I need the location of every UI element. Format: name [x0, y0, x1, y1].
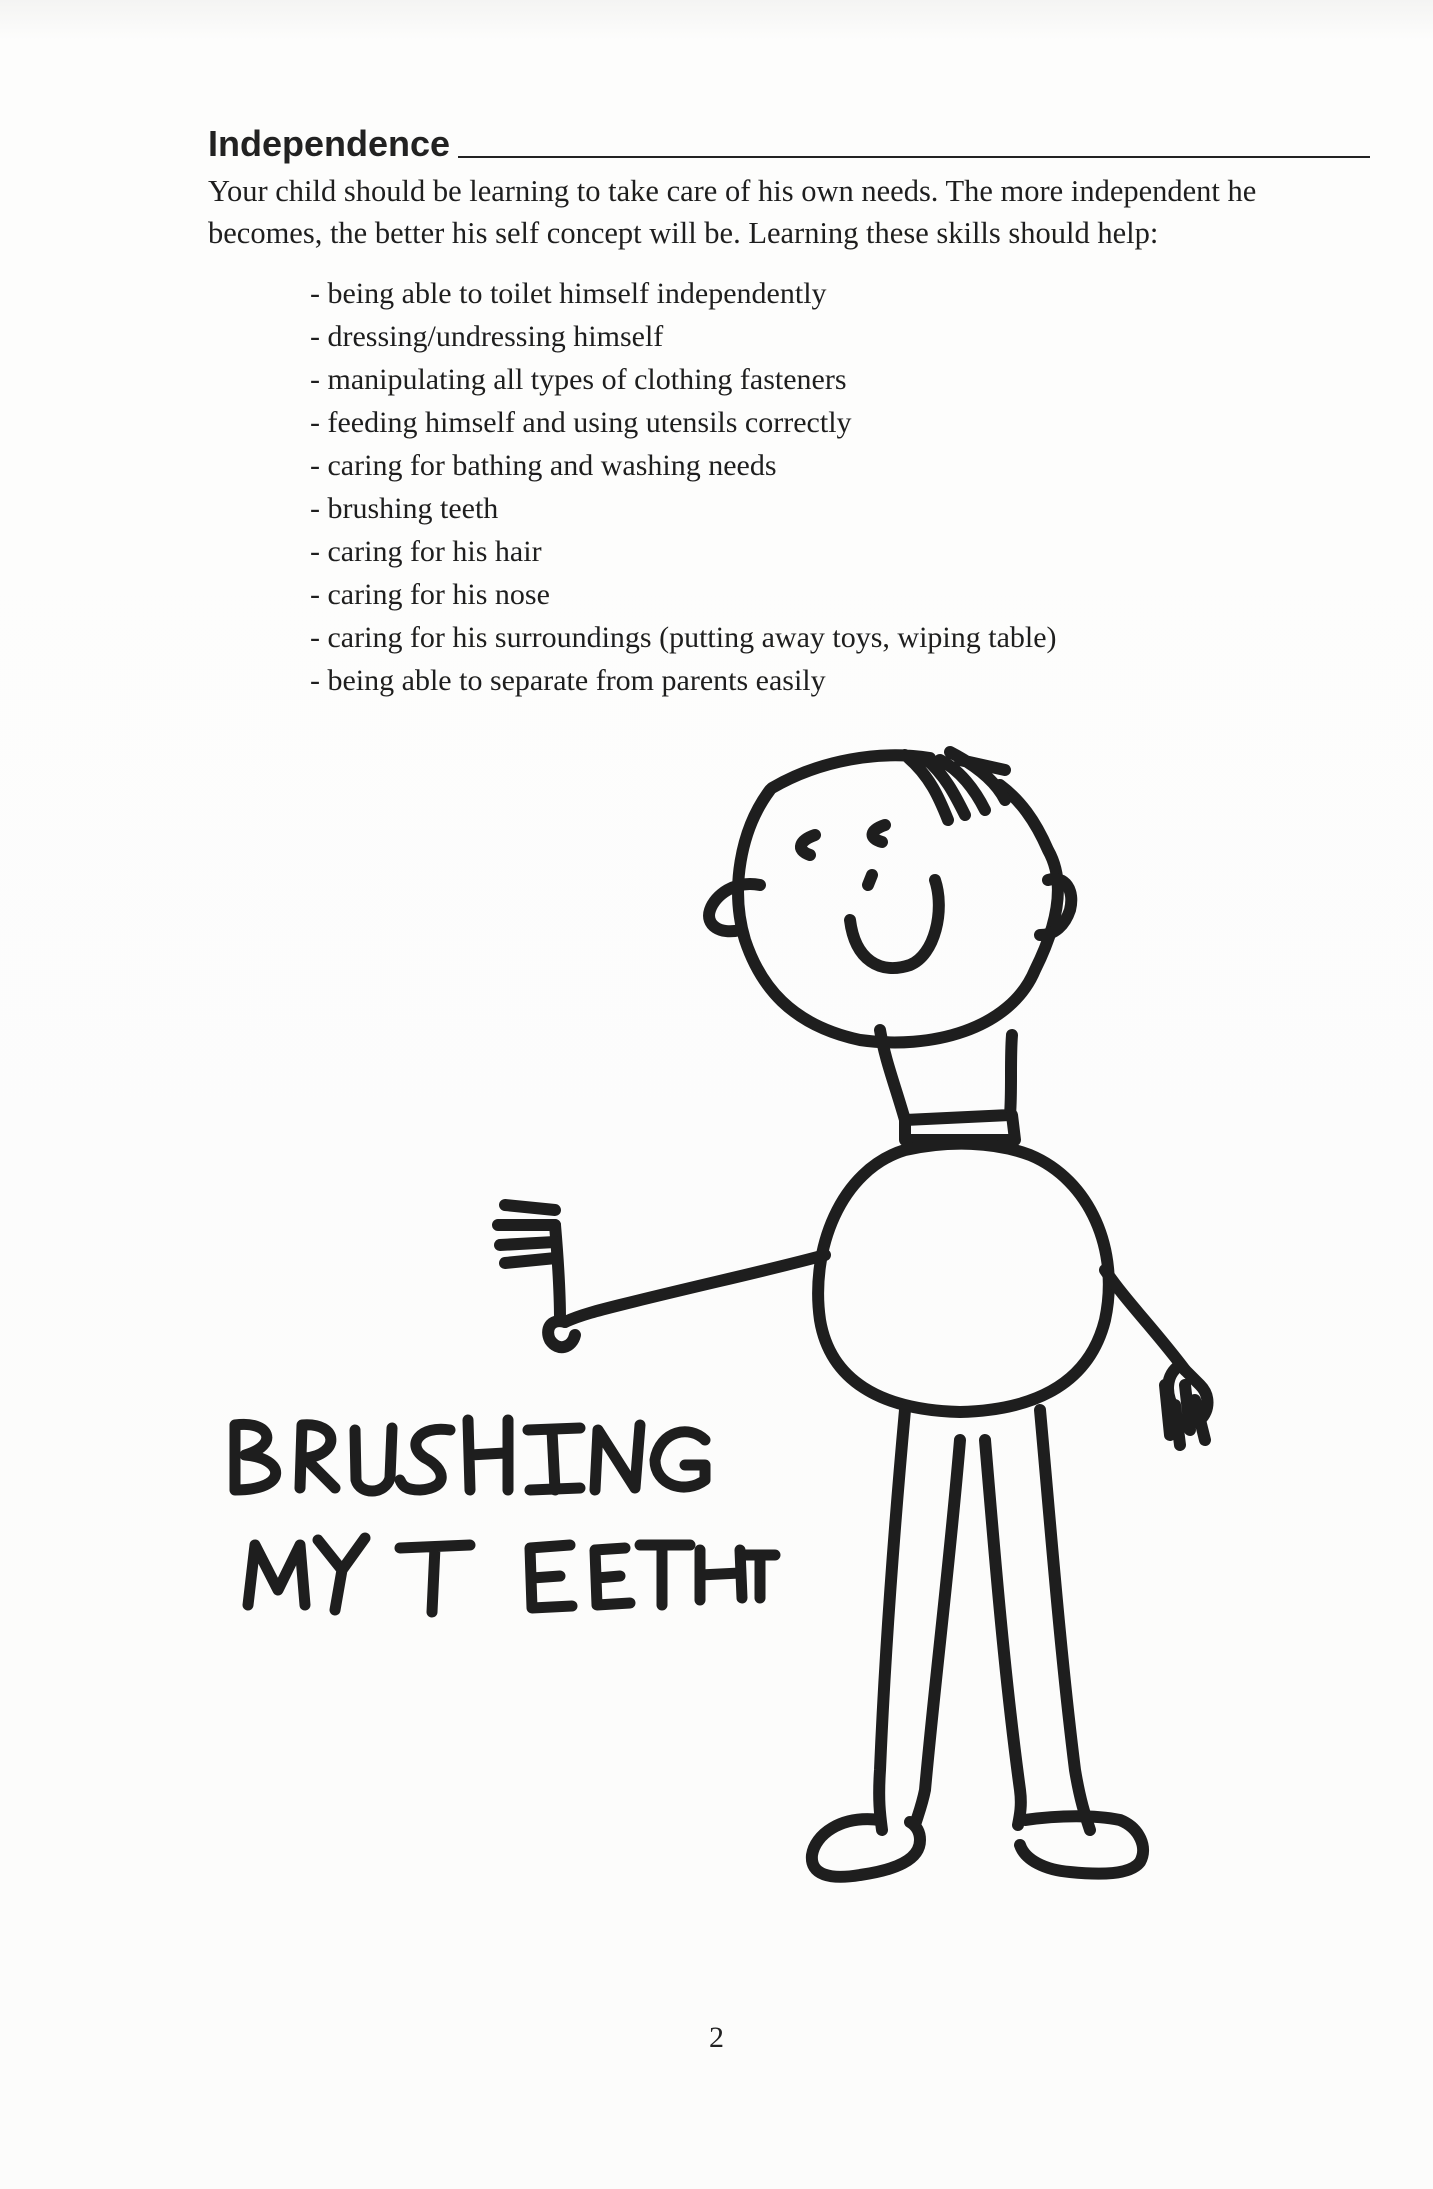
skill-item: - brushing teeth — [310, 492, 499, 525]
skill-item: - manipulating all types of clothing fasteners — [310, 363, 847, 396]
intro-paragraph: Your child should be learning to take care of his own needs. The more independent he becomes, the better his self concept will be. Learning these skills should help: — [208, 174, 1257, 250]
skill-item: - dressing/undressing himself — [310, 320, 664, 353]
skill-item: - caring for his hair — [310, 535, 542, 568]
inner-right-leg — [985, 1440, 1021, 1825]
section-heading: Independence — [208, 123, 451, 164]
left-eye — [801, 835, 815, 855]
left-foot — [812, 1819, 920, 1877]
smile — [850, 880, 939, 968]
right-leg — [1040, 1410, 1090, 1830]
page-number: 2 — [709, 2021, 724, 2054]
skill-item: - being able to separate from parents easily — [310, 664, 826, 697]
head-outline — [738, 785, 1058, 1042]
toothbrush-bristles — [498, 1205, 556, 1263]
right-hand — [1165, 1365, 1208, 1445]
hair-strokes — [772, 752, 1005, 820]
body-circle — [818, 1144, 1109, 1412]
skill-item: - feeding himself and using utensils correctly — [310, 406, 852, 439]
right-eye — [873, 825, 885, 842]
skill-item: - caring for his surroundings (putting away toys, wiping table) — [310, 621, 1057, 654]
inner-left-leg — [915, 1440, 960, 1825]
right-foot — [1020, 1816, 1143, 1873]
skill-item: - caring for his nose — [310, 578, 550, 611]
right-arm — [1105, 1270, 1185, 1370]
nose-mark — [868, 875, 872, 885]
left-leg — [879, 1410, 905, 1830]
handwritten-caption — [235, 1420, 775, 1612]
skill-item: - being able to toilet himself independently — [310, 277, 827, 310]
left-arm — [565, 1255, 825, 1322]
skill-item: - caring for bathing and washing needs — [310, 449, 777, 482]
